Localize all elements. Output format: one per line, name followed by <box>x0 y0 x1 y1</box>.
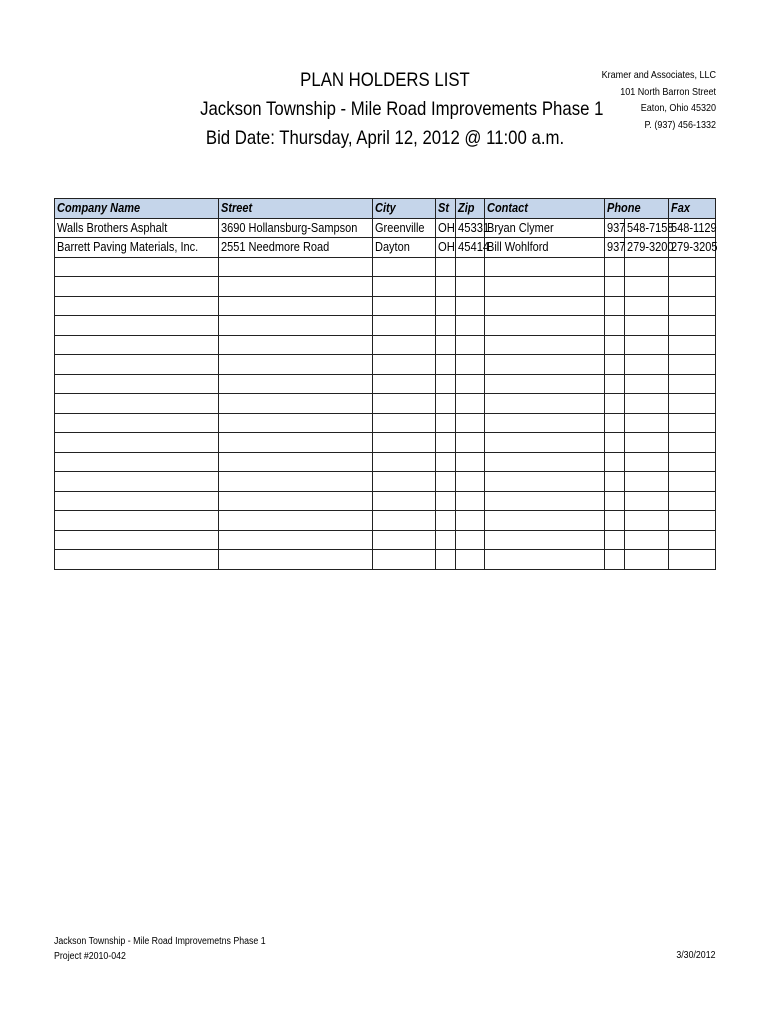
empty-cell <box>55 452 219 472</box>
empty-cell <box>605 511 625 531</box>
company-phone: P. (937) 456-1332 <box>644 118 716 131</box>
empty-cell <box>219 491 373 511</box>
cell-phone: 279-3200 <box>625 238 669 258</box>
header-state: St <box>436 199 456 219</box>
empty-cell <box>55 296 219 316</box>
empty-cell <box>436 394 456 414</box>
empty-cell <box>485 511 605 531</box>
empty-cell <box>436 335 456 355</box>
empty-cell <box>55 374 219 394</box>
cell-street: 3690 Hollansburg-Sampson <box>219 218 373 238</box>
header-street: Street <box>219 199 373 219</box>
empty-cell <box>219 257 373 277</box>
cell-area-code: 937 <box>605 218 625 238</box>
empty-cell <box>219 277 373 297</box>
cell-state: OH <box>436 218 456 238</box>
empty-cell <box>55 491 219 511</box>
table-row-empty <box>55 257 716 277</box>
empty-cell <box>436 257 456 277</box>
empty-cell <box>219 374 373 394</box>
empty-cell <box>625 413 669 433</box>
bid-date: Bid Date: Thursday, April 12, 2012 @ 11:00 a.m. <box>205 127 565 149</box>
table-row-empty <box>55 374 716 394</box>
footer-project-number: Project #2010-042 <box>54 951 126 962</box>
empty-cell <box>456 394 485 414</box>
empty-cell <box>605 374 625 394</box>
title-block <box>200 66 604 153</box>
empty-cell <box>669 277 716 297</box>
empty-cell <box>485 550 605 570</box>
empty-cell <box>669 452 716 472</box>
empty-cell <box>605 257 625 277</box>
empty-cell <box>669 550 716 570</box>
document-title: PLAN HOLDERS LIST <box>300 69 470 91</box>
empty-cell <box>373 433 436 453</box>
cell-contact: Bill Wohlford <box>485 238 605 258</box>
empty-cell <box>625 452 669 472</box>
cell-contact: Bryan Clymer <box>485 218 605 238</box>
company-address-block <box>602 67 716 133</box>
empty-cell <box>456 335 485 355</box>
empty-cell <box>605 550 625 570</box>
empty-cell <box>485 316 605 336</box>
empty-cell <box>219 452 373 472</box>
empty-cell <box>625 257 669 277</box>
empty-cell <box>456 511 485 531</box>
empty-cell <box>373 491 436 511</box>
empty-cell <box>219 394 373 414</box>
footer-date: 3/30/2012 <box>675 950 715 961</box>
empty-cell <box>373 472 436 492</box>
empty-cell <box>219 472 373 492</box>
empty-cell <box>485 530 605 550</box>
empty-cell <box>485 277 605 297</box>
empty-cell <box>605 296 625 316</box>
empty-cell <box>669 257 716 277</box>
empty-cell <box>219 316 373 336</box>
empty-cell <box>456 296 485 316</box>
cell-area-code: 937 <box>605 238 625 258</box>
empty-cell <box>373 296 436 316</box>
empty-cell <box>436 530 456 550</box>
empty-cell <box>605 413 625 433</box>
company-city: Eaton, Ohio 45320 <box>640 102 716 114</box>
company-street: 101 North Barron Street <box>620 85 716 98</box>
empty-cell <box>669 413 716 433</box>
table-row-empty <box>55 491 716 511</box>
empty-cell <box>605 491 625 511</box>
empty-cell <box>669 296 716 316</box>
company-name: Kramer and Associates, LLC <box>601 69 716 81</box>
table-row-empty <box>55 530 716 550</box>
empty-cell <box>625 472 669 492</box>
empty-cell <box>55 530 219 550</box>
cell-city: Dayton <box>373 238 436 258</box>
empty-cell <box>605 394 625 414</box>
empty-cell <box>669 472 716 492</box>
empty-cell <box>436 374 456 394</box>
empty-cell <box>55 394 219 414</box>
table-row-empty <box>55 335 716 355</box>
empty-cell <box>625 530 669 550</box>
empty-cell <box>625 550 669 570</box>
empty-cell <box>625 394 669 414</box>
empty-cell <box>456 452 485 472</box>
empty-cell <box>219 550 373 570</box>
empty-cell <box>456 491 485 511</box>
header-city: City <box>373 199 436 219</box>
empty-cell <box>373 511 436 531</box>
empty-cell <box>55 335 219 355</box>
empty-cell <box>436 452 456 472</box>
empty-cell <box>625 374 669 394</box>
table-row-empty <box>55 472 716 492</box>
cell-fax: 279-3205 <box>669 238 716 258</box>
cell-street: 2551 Needmore Road <box>219 238 373 258</box>
empty-cell <box>485 433 605 453</box>
empty-cell <box>55 433 219 453</box>
empty-cell <box>219 355 373 375</box>
empty-cell <box>605 452 625 472</box>
empty-cell <box>373 550 436 570</box>
project-title: Jackson Township - Mile Road Improvements Phase 1 <box>200 98 604 120</box>
empty-cell <box>456 433 485 453</box>
empty-cell <box>625 277 669 297</box>
empty-cell <box>436 296 456 316</box>
table-row <box>55 238 716 258</box>
table-row-empty <box>55 550 716 570</box>
empty-cell <box>373 374 436 394</box>
empty-cell <box>456 413 485 433</box>
empty-cell <box>456 316 485 336</box>
empty-cell <box>605 277 625 297</box>
empty-cell <box>373 257 436 277</box>
cell-fax: 548-1129 <box>669 218 716 238</box>
empty-cell <box>485 394 605 414</box>
empty-cell <box>485 355 605 375</box>
empty-cell <box>625 335 669 355</box>
cell-zip: 45414 <box>456 238 485 258</box>
empty-cell <box>456 530 485 550</box>
empty-cell <box>625 316 669 336</box>
empty-cell <box>219 433 373 453</box>
cell-company: Walls Brothers Asphalt <box>55 218 219 238</box>
empty-cell <box>605 530 625 550</box>
empty-cell <box>436 355 456 375</box>
empty-cell <box>436 433 456 453</box>
empty-cell <box>605 355 625 375</box>
empty-cell <box>373 277 436 297</box>
empty-cell <box>485 374 605 394</box>
empty-cell <box>219 413 373 433</box>
empty-cell <box>669 355 716 375</box>
empty-cell <box>55 316 219 336</box>
empty-cell <box>436 491 456 511</box>
empty-cell <box>485 491 605 511</box>
empty-cell <box>485 452 605 472</box>
empty-cell <box>55 511 219 531</box>
empty-cell <box>456 374 485 394</box>
empty-cell <box>456 277 485 297</box>
empty-cell <box>55 277 219 297</box>
cell-company: Barrett Paving Materials, Inc. <box>55 238 219 258</box>
empty-cell <box>55 472 219 492</box>
empty-cell <box>219 296 373 316</box>
cell-phone: 548-7158 <box>625 218 669 238</box>
empty-cell <box>485 472 605 492</box>
empty-cell <box>625 491 669 511</box>
empty-cell <box>373 394 436 414</box>
empty-cell <box>219 335 373 355</box>
empty-cell <box>436 550 456 570</box>
table-row-empty <box>55 316 716 336</box>
empty-cell <box>485 257 605 277</box>
empty-cell <box>605 433 625 453</box>
table-header-row <box>55 199 716 219</box>
empty-cell <box>485 335 605 355</box>
empty-cell <box>436 472 456 492</box>
header-company-name: Company Name <box>55 199 219 219</box>
footer-project-name: Jackson Township - Mile Road Improvemetns Phase 1 <box>54 936 266 947</box>
empty-cell <box>373 335 436 355</box>
empty-cell <box>625 433 669 453</box>
header-contact: Contact <box>485 199 605 219</box>
empty-cell <box>485 413 605 433</box>
empty-cell <box>669 511 716 531</box>
empty-cell <box>456 257 485 277</box>
empty-cell <box>669 394 716 414</box>
empty-cell <box>436 316 456 336</box>
empty-cell <box>669 374 716 394</box>
empty-cell <box>669 316 716 336</box>
table-row-empty <box>55 394 716 414</box>
empty-cell <box>485 296 605 316</box>
empty-cell <box>456 355 485 375</box>
empty-cell <box>436 511 456 531</box>
table-row-empty <box>55 433 716 453</box>
empty-cell <box>669 530 716 550</box>
empty-cell <box>605 316 625 336</box>
empty-cell <box>55 355 219 375</box>
empty-cell <box>669 491 716 511</box>
header-zip: Zip <box>456 199 485 219</box>
table-row-empty <box>55 452 716 472</box>
empty-cell <box>456 472 485 492</box>
empty-cell <box>669 433 716 453</box>
empty-cell <box>456 550 485 570</box>
empty-cell <box>219 530 373 550</box>
table-row <box>55 218 716 238</box>
empty-cell <box>55 257 219 277</box>
table-row-empty <box>55 277 716 297</box>
empty-cell <box>373 355 436 375</box>
empty-cell <box>605 335 625 355</box>
empty-cell <box>436 413 456 433</box>
empty-cell <box>373 530 436 550</box>
header-phone: Phone <box>605 199 669 219</box>
empty-cell <box>55 550 219 570</box>
plan-holders-table <box>54 198 716 570</box>
empty-cell <box>669 335 716 355</box>
table-row-empty <box>55 413 716 433</box>
empty-cell <box>625 296 669 316</box>
header-fax: Fax <box>669 199 716 219</box>
table-row-empty <box>55 511 716 531</box>
empty-cell <box>436 277 456 297</box>
empty-cell <box>373 413 436 433</box>
table-row-empty <box>55 355 716 375</box>
cell-zip: 45331 <box>456 218 485 238</box>
footer-project-info <box>54 934 266 964</box>
empty-cell <box>55 413 219 433</box>
empty-cell <box>373 316 436 336</box>
cell-city: Greenville <box>373 218 436 238</box>
empty-cell <box>625 511 669 531</box>
cell-state: OH <box>436 238 456 258</box>
empty-cell <box>373 452 436 472</box>
empty-cell <box>625 355 669 375</box>
empty-cell <box>605 472 625 492</box>
table-row-empty <box>55 296 716 316</box>
empty-cell <box>219 511 373 531</box>
